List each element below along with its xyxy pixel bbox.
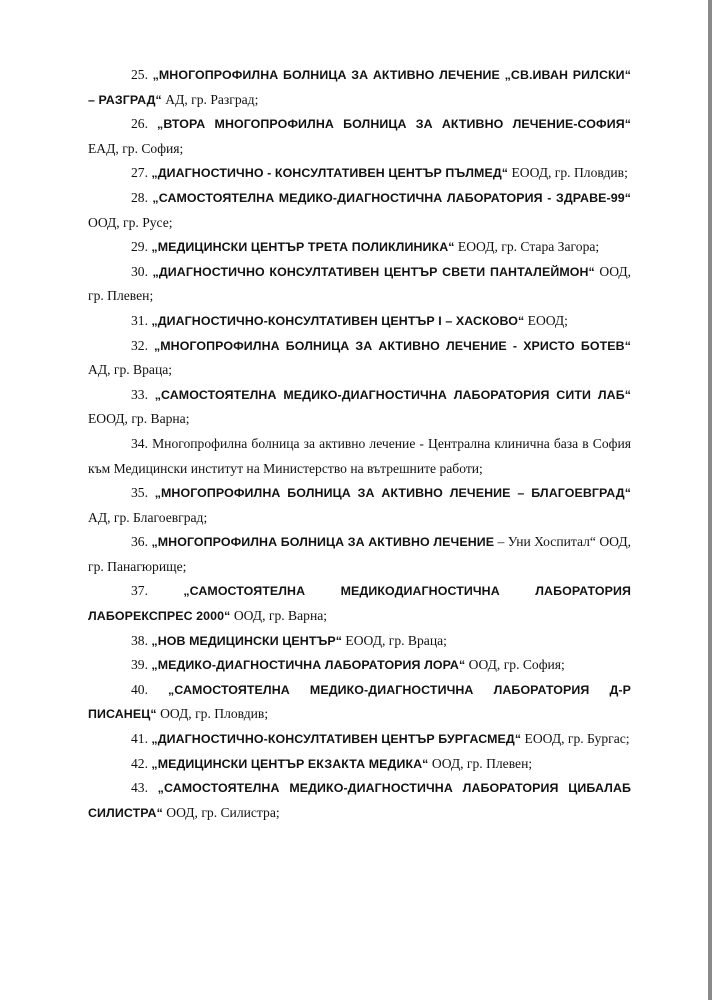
list-item: [88, 752, 631, 777]
institution-details: ООД, гр. Пловдив;: [156, 706, 269, 722]
institution-name: „МЕДИЦИНСКИ ЦЕНТЪР ТРЕТА ПОЛИКЛИНИКА“: [151, 240, 455, 255]
institution-details: ООД, гр. Силистра;: [162, 804, 280, 820]
institution-details: ЕООД, гр. Бургас;: [521, 731, 630, 747]
list-item: [88, 481, 631, 530]
list-item: [88, 776, 631, 825]
list-item: [88, 186, 631, 235]
institution-name: „МЕДИКО-ДИАГНОСТИЧНА ЛАБОРАТОРИЯ ЛОРА“: [151, 658, 466, 673]
institution-details: ЕООД, гр. Варна;: [88, 411, 190, 427]
list-item: [88, 309, 631, 334]
institution-details: АД, гр. Благоевград;: [88, 509, 208, 525]
institution-name: „МНОГОПРОФИЛНА БОЛНИЦА ЗА АКТИВНО ЛЕЧЕНИЕ – БЛАГОЕВГРАД“: [154, 486, 631, 501]
list-item: [88, 579, 631, 628]
list-item: [88, 383, 631, 432]
institution-details: ЕАД, гр. София;: [88, 140, 184, 156]
list-item: [88, 678, 631, 727]
item-number: 32.: [131, 337, 148, 353]
page-edge: [708, 0, 712, 1000]
item-number: 42.: [131, 755, 148, 771]
institution-name: „САМОСТОЯТЕЛНА МЕДИКО-ДИАГНОСТИЧНА ЛАБОРАТОРИЯ СИТИ ЛАБ“: [154, 387, 631, 402]
list-item: [88, 432, 631, 481]
institution-name: „МЕДИЦИНСКИ ЦЕНТЪР ЕКЗАКТА МЕДИКА“: [151, 756, 429, 771]
list-item: [88, 727, 631, 752]
institution-details: ООД, гр. Варна;: [230, 608, 328, 624]
institution-name: „ДИАГНОСТИЧНО - КОНСУЛТАТИВЕН ЦЕНТЪР ПЪЛМЕД“: [151, 166, 509, 181]
list-item: [88, 63, 631, 112]
institution-details: ООД, гр. Плевен;: [428, 755, 533, 771]
list-item: [88, 260, 631, 309]
institution-details: АД, гр. Враца;: [88, 362, 173, 378]
list-item: [88, 112, 631, 161]
item-number: 30.: [131, 263, 148, 279]
item-number: 25.: [131, 67, 148, 82]
institution-details: ЕООД, гр. Враца;: [342, 632, 447, 648]
item-number: 40.: [131, 681, 148, 697]
item-number: 34.: [131, 435, 148, 451]
institution-name: „САМОСТОЯТЕЛНА МЕДИКОДИАГНОСТИЧНА ЛАБОРАТОРИЯ ЛАБОРЕКСПРЕС 2000“: [88, 584, 631, 624]
item-number: 28.: [131, 189, 148, 205]
list-item: [88, 161, 631, 186]
item-number: 43.: [131, 780, 148, 796]
item-number: 33.: [131, 386, 148, 402]
list-item: [88, 530, 631, 579]
institution-details: ЕООД, гр. Пловдив;: [508, 165, 628, 181]
list-item: [88, 235, 631, 260]
institution-name: „ДИАГНОСТИЧНО-КОНСУЛТАТИВЕН ЦЕНТЪР БУРГАСМЕД“: [151, 732, 522, 747]
institution-name: „ДИАГНОСТИЧНО-КОНСУЛТАТИВЕН ЦЕНТЪР І – ХАСКОВО“: [151, 313, 525, 328]
item-number: 39.: [131, 657, 148, 673]
institution-details: ЕООД, гр. Стара Загора;: [454, 239, 600, 255]
item-number: 31.: [131, 312, 148, 328]
institution-name: „САМОСТОЯТЕЛНА МЕДИКО-ДИАГНОСТИЧНА ЛАБОРАТОРИЯ ЦИБАЛАБ СИЛИСТРА“: [88, 781, 631, 820]
item-number: 27.: [131, 165, 148, 181]
institution-details: ЕООД;: [524, 312, 568, 328]
institution-name: „ДИАГНОСТИЧНО КОНСУЛТАТИВЕН ЦЕНТЪР СВЕТИ ПАНТАЛЕЙМОН“: [152, 264, 595, 279]
institution-name: „МНОГОПРОФИЛНА БОЛНИЦА ЗА АКТИВНО ЛЕЧЕНИЕ „СВ.ИВАН РИЛСКИ“ – РАЗГРАД“: [88, 68, 631, 107]
institution-details: – Уни Хоспитал“ ООД, гр. Панагюрище;: [88, 534, 631, 574]
item-number: 36.: [131, 534, 148, 550]
institution-name: „МНОГОПРОФИЛНА БОЛНИЦА ЗА АКТИВНО ЛЕЧЕНИЕ - ХРИСТО БОТЕВ“: [153, 338, 631, 353]
item-number: 41.: [131, 731, 148, 747]
list-item: [88, 629, 631, 654]
institution-name: „МНОГОПРОФИЛНА БОЛНИЦА ЗА АКТИВНО ЛЕЧЕНИЕ: [151, 535, 495, 550]
institution-details: Многопрофилна болница за активно лечение - Централна клинична база в София към Медицински институт на Министерство на вътрешните работи;: [88, 435, 631, 476]
institution-name: „ВТОРА МНОГОПРОФИЛНА БОЛНИЦА ЗА АКТИВНО ЛЕЧЕНИЕ-СОФИЯ“: [157, 117, 632, 132]
institution-details: АД, гр. Разград;: [161, 91, 259, 107]
institution-details: ООД, гр. София;: [465, 657, 565, 673]
list-item: [88, 334, 631, 383]
document-page: [88, 63, 631, 825]
institution-details: ООД, гр. Плевен;: [88, 263, 632, 304]
item-number: 35.: [131, 485, 148, 501]
list-item: [88, 653, 631, 678]
item-number: 38.: [131, 632, 148, 648]
institution-details: ООД, гр. Русе;: [88, 214, 173, 230]
institution-name: „САМОСТОЯТЕЛНА МЕДИКО-ДИАГНОСТИЧНА ЛАБОРАТОРИЯ Д-Р ПИСАНЕЦ“: [88, 682, 631, 722]
institution-name: „САМОСТОЯТЕЛНА МЕДИКО-ДИАГНОСТИЧНА ЛАБОРАТОРИЯ - ЗДРАВЕ-99“: [152, 190, 631, 205]
item-number: 29.: [131, 239, 148, 255]
item-number: 26.: [131, 116, 148, 132]
item-number: 37.: [131, 583, 148, 599]
institution-name: „НОВ МЕДИЦИНСКИ ЦЕНТЪР“: [151, 633, 343, 648]
